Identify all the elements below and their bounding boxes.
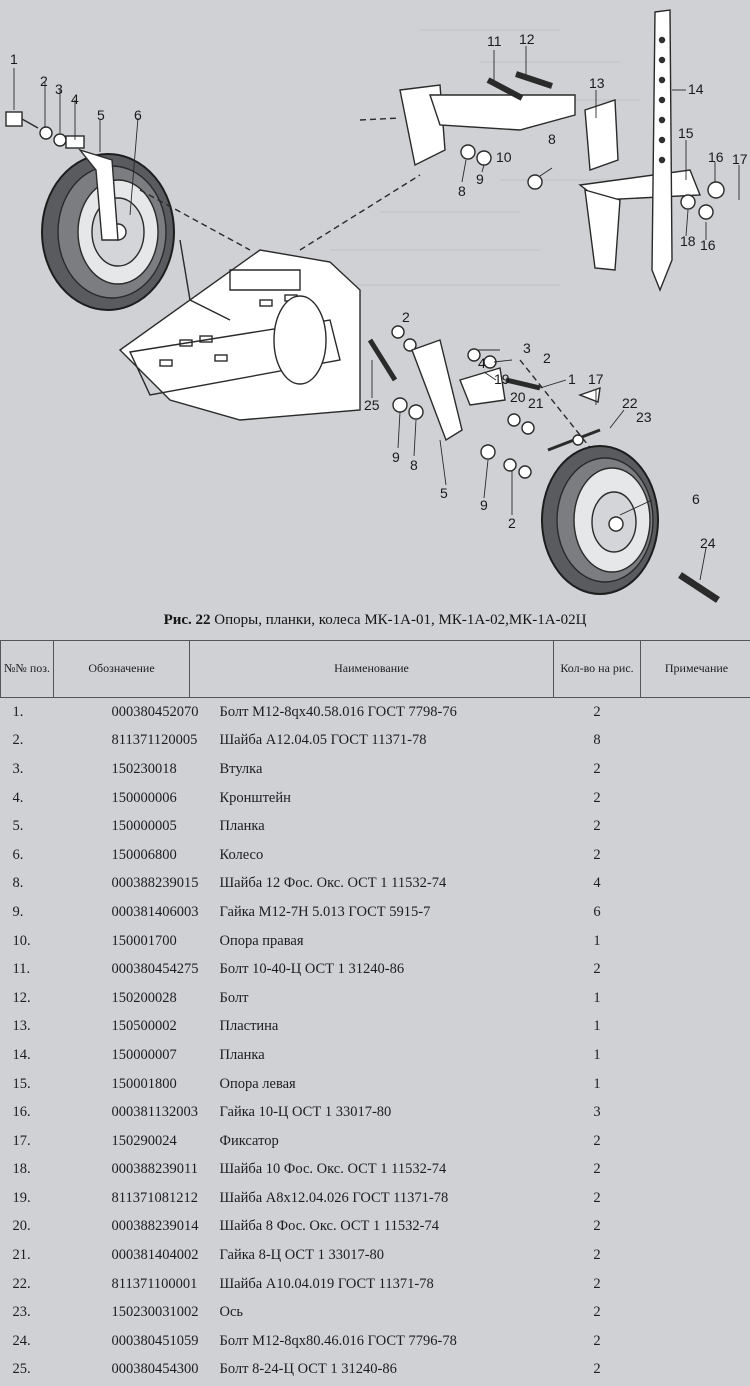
table-row bbox=[1, 841, 750, 870]
table-row bbox=[1, 812, 750, 841]
callout-11: 11 bbox=[487, 33, 502, 49]
cell-pos: 14. bbox=[12, 1046, 31, 1063]
cell-pos: 18. bbox=[12, 1161, 31, 1178]
cell-qty: 1 bbox=[593, 1046, 601, 1063]
cell-qty: 2 bbox=[593, 1304, 601, 1321]
cell-qty: 2 bbox=[593, 760, 601, 777]
cell-pos: 4. bbox=[12, 789, 24, 806]
cell-code: 150230031002 bbox=[111, 1304, 199, 1321]
parts-table bbox=[0, 640, 750, 1384]
cell-pos: 11. bbox=[12, 961, 31, 978]
callout-12: 12 bbox=[519, 31, 535, 47]
cell-pos: 5. bbox=[12, 818, 24, 835]
cell-code: 150000007 bbox=[111, 1046, 177, 1063]
cell-note bbox=[641, 1041, 750, 1070]
cell-name: Гайка М12-7Н 5.013 ГОСТ 5915-7 bbox=[219, 903, 431, 920]
table-row bbox=[1, 698, 750, 727]
cell-note bbox=[641, 1127, 750, 1156]
cell-qty: 4 bbox=[593, 875, 601, 892]
cell-note bbox=[641, 898, 750, 927]
cell-qty: 2 bbox=[593, 1275, 601, 1292]
callout-24: 24 bbox=[700, 535, 716, 551]
cell-code: 811371081212 bbox=[111, 1189, 198, 1206]
cell-pos: 21. bbox=[12, 1247, 31, 1264]
callout-9b: 9 bbox=[392, 449, 400, 465]
washer-8 bbox=[461, 145, 475, 159]
callout-5: 5 bbox=[97, 107, 105, 123]
table-row bbox=[1, 1041, 750, 1070]
cell-qty: 1 bbox=[593, 1075, 601, 1092]
cell-note bbox=[641, 841, 750, 870]
cell-pos: 19. bbox=[12, 1189, 31, 1206]
cell-note bbox=[641, 1327, 750, 1356]
cell-qty: 2 bbox=[593, 1247, 601, 1264]
callout-18: 18 bbox=[680, 233, 696, 249]
header-pos: №№ поз. bbox=[1, 641, 54, 698]
cell-pos: 1. bbox=[12, 703, 24, 720]
cell-qty: 2 bbox=[593, 789, 601, 806]
callout-8c: 8 bbox=[410, 457, 418, 473]
cell-pos: 13. bbox=[12, 1018, 31, 1035]
cell-name: Болт 10-40-Ц ОСТ 1 31240-86 bbox=[219, 961, 405, 978]
cell-qty: 1 bbox=[593, 1018, 601, 1035]
table-row bbox=[1, 1156, 750, 1185]
cell-pos: 6. bbox=[12, 846, 24, 863]
table-row bbox=[1, 984, 750, 1013]
cell-code: 000381132003 bbox=[111, 1104, 198, 1121]
callout-19: 19 bbox=[494, 371, 510, 387]
cell-note bbox=[641, 1213, 750, 1242]
cell-code: 000388239011 bbox=[111, 1161, 198, 1178]
cell-qty: 2 bbox=[593, 1132, 601, 1149]
cell-note bbox=[641, 1356, 750, 1385]
table-row bbox=[1, 898, 750, 927]
table-row bbox=[1, 1241, 750, 1270]
table-row bbox=[1, 727, 750, 756]
cell-name: Шайба А12.04.05 ГОСТ 11371-78 bbox=[219, 732, 427, 749]
cell-name: Шайба 12 Фос. Окс. ОСТ 1 11532-74 bbox=[219, 875, 447, 892]
cell-code: 000388239015 bbox=[111, 875, 199, 892]
callout-8a: 8 bbox=[458, 183, 466, 199]
callout-4: 4 bbox=[71, 91, 79, 107]
table-header-row bbox=[1, 641, 750, 698]
cell-pos: 25. bbox=[12, 1361, 31, 1378]
cell-name: Опора левая bbox=[219, 1075, 296, 1092]
cell-pos: 2. bbox=[12, 732, 24, 749]
callout-13: 13 bbox=[589, 75, 605, 91]
washer-8b bbox=[528, 175, 542, 189]
callout-3b: 3 bbox=[523, 340, 531, 356]
table-row bbox=[1, 1184, 750, 1213]
callout-21: 21 bbox=[528, 395, 544, 411]
right-lower-bracket bbox=[370, 326, 600, 478]
cell-qty: 6 bbox=[593, 903, 601, 920]
cell-pos: 8. bbox=[12, 875, 24, 892]
cell-code: 811371100001 bbox=[111, 1275, 198, 1292]
cell-qty: 2 bbox=[593, 1161, 601, 1178]
cell-note bbox=[641, 1156, 750, 1185]
cell-name: Болт bbox=[219, 989, 249, 1006]
caption-label: Рис. 22 bbox=[163, 612, 211, 628]
cell-note bbox=[641, 1070, 750, 1099]
cell-code: 150001700 bbox=[111, 932, 177, 949]
bolt-24 bbox=[680, 575, 718, 600]
cell-pos: 3. bbox=[12, 760, 24, 777]
callout-2c: 2 bbox=[402, 309, 410, 325]
table-row bbox=[1, 1213, 750, 1242]
callout-17b: 17 bbox=[588, 371, 604, 387]
table-row bbox=[1, 1013, 750, 1042]
cell-name: Шайба А10.04.019 ГОСТ 11371-78 bbox=[219, 1275, 434, 1292]
cell-note bbox=[641, 1241, 750, 1270]
cell-qty: 2 bbox=[593, 1361, 601, 1378]
cell-qty: 2 bbox=[593, 818, 601, 835]
cell-qty: 2 bbox=[593, 1332, 601, 1349]
cell-name: Шайба 8 Фос. Окс. ОСТ 1 11532-74 bbox=[219, 1218, 439, 1235]
cell-pos: 12. bbox=[12, 989, 31, 1006]
header-qty: Кол-во на рис. bbox=[554, 641, 641, 698]
cell-name: Планка bbox=[219, 818, 265, 835]
callout-9a: 9 bbox=[476, 171, 484, 187]
callout-16: 16 bbox=[708, 149, 724, 165]
cell-note bbox=[641, 927, 750, 956]
cell-name: Ось bbox=[219, 1304, 244, 1321]
table-row bbox=[1, 755, 750, 784]
cell-note bbox=[641, 755, 750, 784]
cell-code: 150500002 bbox=[111, 1018, 177, 1035]
cell-pos: 16. bbox=[12, 1104, 31, 1121]
cell-note bbox=[641, 1184, 750, 1213]
right-wheel bbox=[542, 446, 658, 594]
table-row bbox=[1, 1356, 750, 1385]
cell-code: 000380452070 bbox=[111, 703, 199, 720]
cell-note bbox=[641, 812, 750, 841]
table-row bbox=[1, 1270, 750, 1299]
header-code: Обозначение bbox=[54, 641, 190, 698]
cell-pos: 9. bbox=[12, 903, 24, 920]
callout-1b: 1 bbox=[568, 371, 576, 387]
cell-pos: 10. bbox=[12, 932, 31, 949]
cell-code: 150290024 bbox=[111, 1132, 177, 1149]
callout-9c: 9 bbox=[480, 497, 488, 513]
cell-code: 000388239014 bbox=[111, 1218, 199, 1235]
callout-17: 17 bbox=[732, 151, 748, 167]
cell-name: Шайба А8х12.04.026 ГОСТ 11371-78 bbox=[219, 1189, 449, 1206]
callout-25: 25 bbox=[364, 397, 380, 413]
cell-code: 150000005 bbox=[111, 818, 177, 835]
table-row bbox=[1, 955, 750, 984]
cell-qty: 1 bbox=[593, 989, 601, 1006]
table-row bbox=[1, 1327, 750, 1356]
callout-2d: 2 bbox=[508, 515, 516, 531]
cell-code: 000380454300 bbox=[111, 1361, 199, 1378]
cell-name: Опора правая bbox=[219, 932, 304, 949]
cell-note bbox=[641, 984, 750, 1013]
cell-name: Втулка bbox=[219, 760, 263, 777]
cell-code: 000381406003 bbox=[111, 903, 199, 920]
table-row bbox=[1, 1298, 750, 1327]
cell-note bbox=[641, 1270, 750, 1299]
cell-note bbox=[641, 870, 750, 899]
cell-note bbox=[641, 955, 750, 984]
cell-code: 150200028 bbox=[111, 989, 177, 1006]
cell-qty: 2 bbox=[593, 1189, 601, 1206]
callout-2b: 2 bbox=[543, 350, 551, 366]
callout-3: 3 bbox=[55, 81, 63, 97]
table-row bbox=[1, 1070, 750, 1099]
cell-name: Планка bbox=[219, 1046, 265, 1063]
table-row bbox=[1, 870, 750, 899]
nut-16b bbox=[699, 205, 713, 219]
cell-note bbox=[641, 727, 750, 756]
callout-14: 14 bbox=[688, 81, 704, 97]
nut-16 bbox=[708, 182, 724, 198]
table-row bbox=[1, 784, 750, 813]
exploded-view-drawing bbox=[0, 0, 750, 610]
table-row bbox=[1, 1127, 750, 1156]
cell-name: Болт 8-24-Ц ОСТ 1 31240-86 bbox=[219, 1361, 397, 1378]
cell-code: 150006800 bbox=[111, 846, 177, 863]
nut-9 bbox=[477, 151, 491, 165]
callout-10: 10 bbox=[496, 149, 512, 165]
right-supports bbox=[300, 85, 700, 270]
bolt-12 bbox=[516, 74, 552, 86]
cell-qty: 3 bbox=[593, 1104, 601, 1121]
cell-name: Пластина bbox=[219, 1018, 279, 1035]
cell-pos: 20. bbox=[12, 1218, 31, 1235]
cell-note bbox=[641, 1013, 750, 1042]
cell-qty: 2 bbox=[593, 1218, 601, 1235]
callout-23: 23 bbox=[636, 409, 652, 425]
cell-name: Болт М12-8qх40.58.016 ГОСТ 7798-76 bbox=[219, 703, 457, 720]
table-row bbox=[1, 927, 750, 956]
callout-5b: 5 bbox=[440, 485, 448, 501]
parts-table-body bbox=[1, 698, 750, 1385]
cell-qty: 1 bbox=[593, 932, 601, 949]
cell-qty: 2 bbox=[593, 846, 601, 863]
cell-name: Гайка 8-Ц ОСТ 1 33017-80 bbox=[219, 1247, 385, 1264]
cell-name: Шайба 10 Фос. Окс. ОСТ 1 11532-74 bbox=[219, 1161, 447, 1178]
cell-name: Колесо bbox=[219, 846, 264, 863]
cell-note bbox=[641, 698, 750, 727]
cell-qty: 2 bbox=[593, 961, 601, 978]
cell-pos: 24. bbox=[12, 1332, 31, 1349]
cell-code: 150000006 bbox=[111, 789, 177, 806]
cell-name: Болт М12-8qх80.46.016 ГОСТ 7796-78 bbox=[219, 1332, 457, 1349]
cell-name: Гайка 10-Ц ОСТ 1 33017-80 bbox=[219, 1104, 392, 1121]
cell-name: Кронштейн bbox=[219, 789, 291, 806]
callout-6b: 6 bbox=[692, 491, 700, 507]
callout-8b: 8 bbox=[548, 131, 556, 147]
header-name: Наименование bbox=[190, 641, 554, 698]
callout-16b: 16 bbox=[700, 237, 716, 253]
caption-text: Опоры, планки, колеса МК-1А-01, МК-1А-02,МК-1А-02Ц bbox=[210, 612, 587, 628]
cell-qty: 2 bbox=[593, 703, 601, 720]
cell-code: 000380451059 bbox=[111, 1332, 199, 1349]
exploded-view-figure bbox=[0, 0, 750, 610]
cell-code: 811371120005 bbox=[111, 732, 198, 749]
header-note: Примечание bbox=[641, 641, 750, 698]
callout-1: 1 bbox=[10, 51, 18, 67]
cell-pos: 15. bbox=[12, 1075, 31, 1092]
cell-name: Фиксатор bbox=[219, 1132, 279, 1149]
vertical-bar bbox=[652, 10, 672, 290]
cell-pos: 17. bbox=[12, 1132, 31, 1149]
cell-qty: 8 bbox=[593, 732, 601, 749]
callout-15: 15 bbox=[678, 125, 694, 141]
cell-note bbox=[641, 784, 750, 813]
cell-code: 150001800 bbox=[111, 1075, 177, 1092]
cell-code: 150230018 bbox=[111, 760, 177, 777]
callout-6: 6 bbox=[134, 107, 142, 123]
washer-18 bbox=[681, 195, 695, 209]
callout-4b: 4 bbox=[478, 355, 486, 371]
figure-caption bbox=[0, 612, 750, 629]
cell-code: 000381404002 bbox=[111, 1247, 199, 1264]
cell-pos: 23. bbox=[12, 1304, 31, 1321]
cell-pos: 22. bbox=[12, 1275, 31, 1292]
table-row bbox=[1, 1098, 750, 1127]
cell-note bbox=[641, 1098, 750, 1127]
cell-note bbox=[641, 1298, 750, 1327]
cell-code: 000380454275 bbox=[111, 961, 199, 978]
callout-2: 2 bbox=[40, 73, 48, 89]
callout-20: 20 bbox=[510, 389, 526, 405]
callout-22: 22 bbox=[622, 395, 638, 411]
